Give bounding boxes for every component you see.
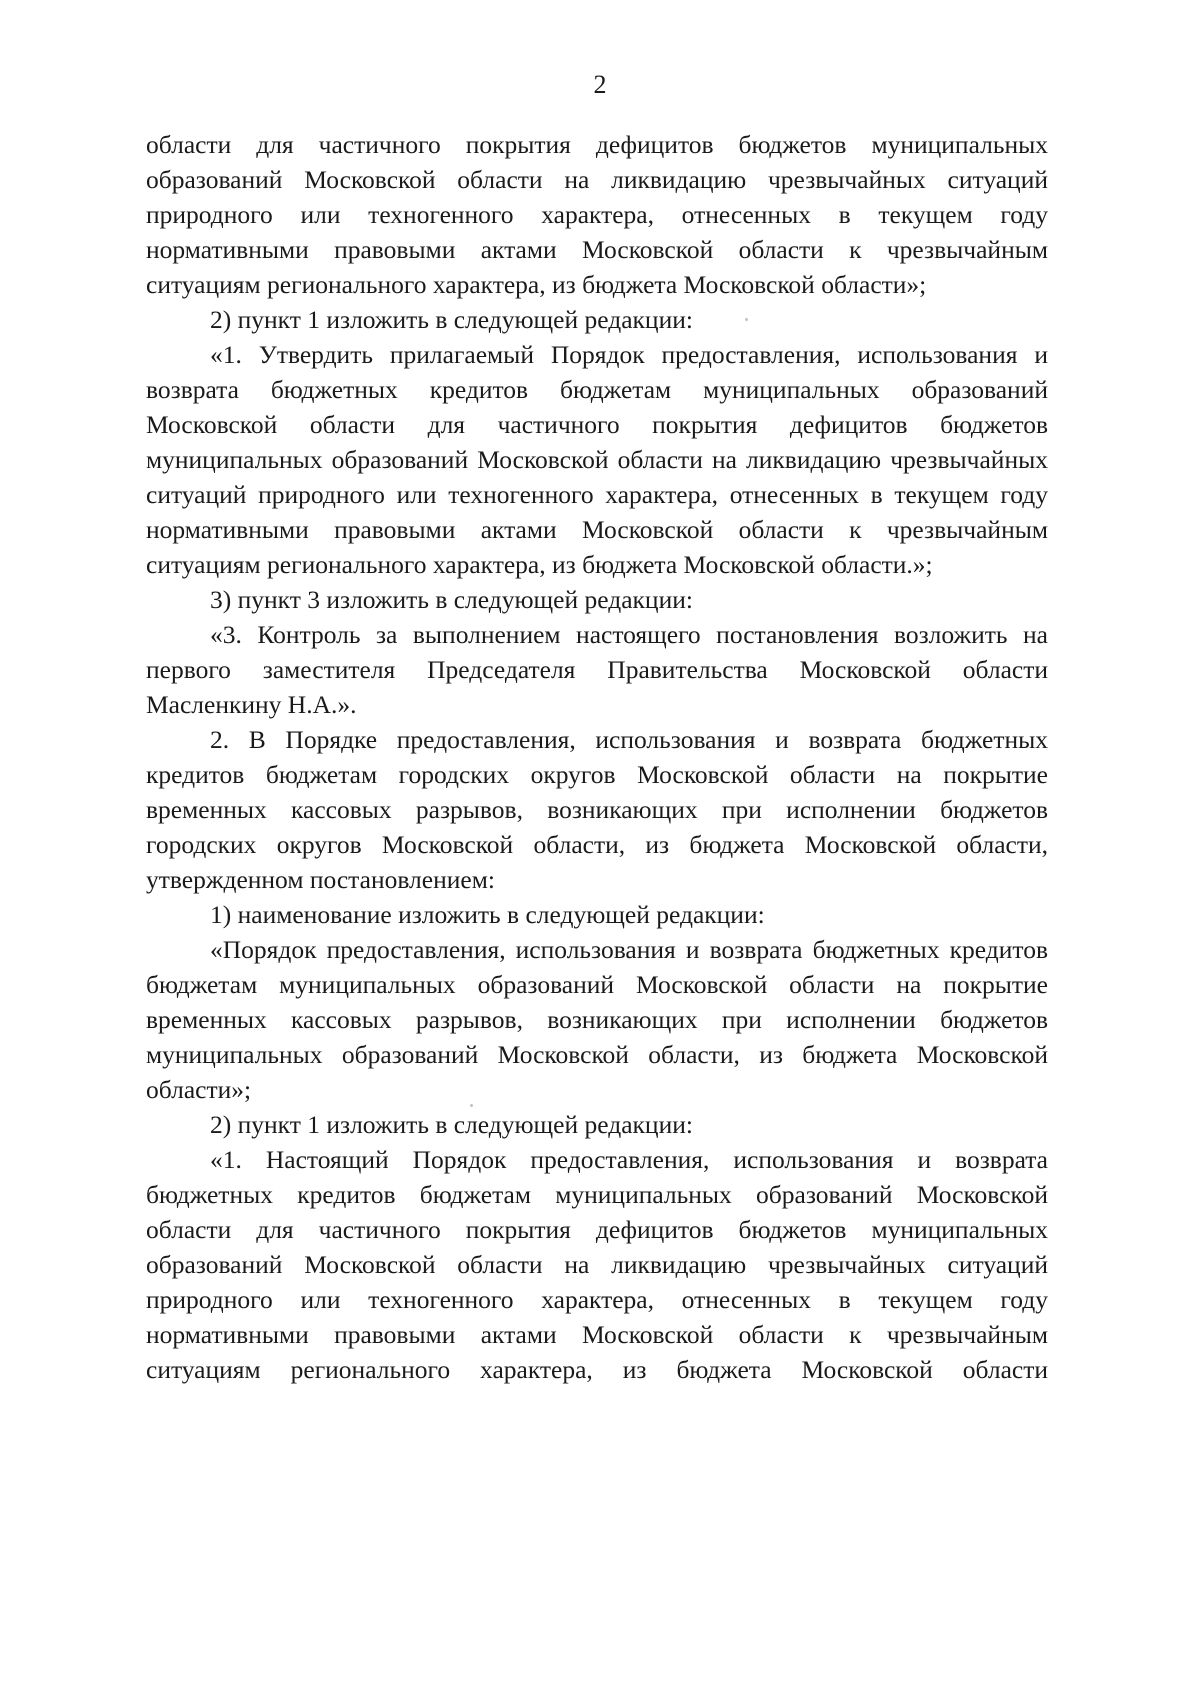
page-number: 2 [593, 70, 607, 99]
paragraph: области для частичного покрытия дефицитов бюджетов муниципальных образований Московской области на ликвидацию чрезвычайных ситуаций природного или техногенного характера, отнесенных в текущем году нормативными правовыми актами Московской области к чрезвычайным ситуациям регионального характера, из бюджета Московской области»; [146, 130, 1048, 299]
paragraph: 2. В Порядке предоставления, использования и возврата бюджетных кредитов бюджетам городских округов Московской области на покрытие временных кассовых разрывов, возникающих при исполнении бюджетов городских округов Московской области, из бюджета Московской области, утвержденном постановлением: [146, 725, 1048, 894]
paragraph: 1) наименование изложить в следующей редакции: [210, 900, 765, 929]
paragraph: «3. Контроль за выполнением настоящего постановления возложить на первого заместителя Председателя Правительства Московской области Масленкину Н.А.». [146, 620, 1048, 719]
paragraph: «1. Утвердить прилагаемый Порядок предоставления, использования и возврата бюджетных кредитов бюджетам муниципальных образований Московской области для частичного покрытия дефицитов бюджетов муниципальных образований Московской области на ликвидацию чрезвычайных ситуаций природного или техногенного характера, отнесенных в текущем году нормативными правовыми актами Московской области к чрезвычайным ситуациям регионального характера, из бюджета Московской области.»; [146, 340, 1048, 579]
paragraph: 2) пункт 1 изложить в следующей редакции: [210, 1110, 693, 1139]
paragraph: «Порядок предоставления, использования и возврата бюджетных кредитов бюджетам муниципальных образований Московской области на покрытие временных кассовых разрывов, возникающих при исполнении бюджетов муниципальных образований Московской области, из бюджета Московской области»; [146, 935, 1048, 1104]
document-body [146, 127, 1048, 1387]
scan-speck [470, 1104, 473, 1107]
paragraph: «1. Настоящий Порядок предоставления, использования и возврата бюджетных кредитов бюджетам муниципальных образований Московской области для частичного покрытия дефицитов бюджетов муниципальных образований Московской области на ликвидацию чрезвычайных ситуаций природного или техногенного характера, отнесенных в текущем году нормативными правовыми актами Московской области к чрезвычайным ситуациям регионального характера, из бюджета Московской области [146, 1145, 1048, 1384]
paragraph: 3) пункт 3 изложить в следующей редакции: [210, 585, 693, 614]
scan-speck [745, 318, 748, 321]
paragraph: 2) пункт 1 изложить в следующей редакции: [210, 305, 693, 334]
